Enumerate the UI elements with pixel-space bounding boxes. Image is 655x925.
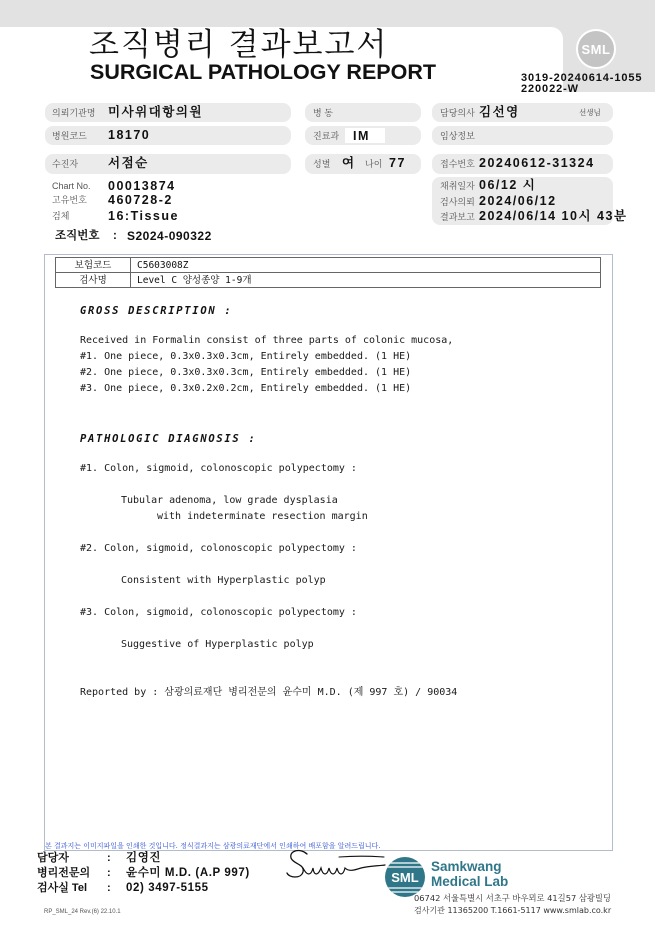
- document-id-suffix: 220022-W: [521, 83, 579, 95]
- gross-line: #1. One piece, 0.3x0.3x0.3cm, Entirely embedded. (1 HE): [80, 351, 412, 362]
- lab-tel-value: 02) 3497-5155: [126, 882, 209, 894]
- samkwang-lab-logo-icon: [384, 856, 426, 898]
- lab-logo-text: SML: [391, 870, 419, 885]
- report-title-korean: 조직병리 결과보고서: [89, 27, 389, 63]
- insurance-code-label: 보험코드: [56, 258, 131, 273]
- diagnosis-site: #3. Colon, sigmoid, colonoscopic polypectomy :: [80, 607, 357, 618]
- report-title-english: SURGICAL PATHOLOGY REPORT: [90, 60, 437, 84]
- sex-label: 성별: [313, 159, 331, 169]
- report-date-label: 결과보고: [440, 212, 475, 222]
- staff-value: 김영진: [126, 852, 162, 864]
- chart-no-value: 00013874: [108, 179, 176, 193]
- tissue-no-value: S2024-090322: [127, 229, 212, 243]
- receipt-no-label: 접수번호: [440, 159, 475, 169]
- request-date-value: 2024/06/12: [479, 194, 557, 208]
- ward-label: 병 동: [313, 108, 333, 118]
- table-row: [56, 273, 601, 288]
- doctor-suffix: 선생님: [579, 108, 601, 117]
- print-notice: 본 결과지는 이미지파일을 인쇄한 것입니다. 정식결과지는 삼광의료재단에서 인쇄하여 배포함을 알려드립니다.: [45, 842, 381, 850]
- lab-tel-separator: :: [107, 882, 111, 894]
- reported-by: Reported by : 삼광의료재단 병리전문의 윤수미 M.D. (제 997 호) / 90034: [80, 687, 458, 698]
- pathologist-value: 윤수미 M.D. (A.P 997): [126, 867, 250, 879]
- gross-line: #2. One piece, 0.3x0.3x0.3cm, Entirely embedded. (1 HE): [80, 367, 412, 378]
- sml-logo-icon: [576, 29, 616, 69]
- diagnosis-finding: Tubular adenoma, low grade dysplasia: [121, 495, 338, 506]
- lab-address: 06742 서울특별시 서초구 바우뫼로 41길57 삼광빌딩: [414, 893, 611, 903]
- sex-value: 여: [342, 156, 356, 170]
- insurance-table: [55, 257, 601, 288]
- diagnosis-site: #1. Colon, sigmoid, colonoscopic polypectomy :: [80, 463, 357, 474]
- pathologist-signature: [283, 846, 389, 882]
- gross-description-heading: GROSS DESCRIPTION :: [80, 305, 233, 317]
- hospital-code-value: 18170: [108, 128, 151, 142]
- clinical-info-label: 임상정보: [440, 131, 475, 141]
- lab-registry: 검사기관 11365200 T.1661-5117 www.smlab.co.kr: [414, 906, 612, 915]
- lab-name-line-1: Samkwang: [431, 859, 502, 874]
- age-label: 나이: [365, 159, 383, 169]
- document-id: 3019-20240614-1055: [521, 72, 643, 84]
- lab-name-line-2: Medical Lab: [431, 874, 509, 889]
- department-label: 진료과: [313, 131, 340, 141]
- age-value: 77: [389, 156, 406, 170]
- report-date-value: 2024/06/14 10시 43분: [479, 209, 628, 223]
- collection-date-value: 06/12 시: [479, 178, 537, 192]
- specimen-value: 16:Tissue: [108, 209, 179, 223]
- info-band: [45, 154, 291, 174]
- request-date-label: 검사의뢰: [440, 197, 475, 207]
- specimen-label: 검체: [52, 211, 70, 221]
- sml-logo-text: SML: [581, 41, 611, 57]
- pathologist-separator: :: [107, 867, 111, 879]
- patient-value: 서점순: [108, 156, 149, 170]
- doctor-value: 김선영: [479, 105, 520, 119]
- unique-no-label: 고유번호: [52, 195, 87, 205]
- hospital-code-label: 병원코드: [52, 131, 87, 141]
- patient-label: 수진자: [52, 159, 79, 169]
- tissue-no-label: 조직번호: [55, 230, 100, 242]
- department-value: IM: [353, 129, 370, 143]
- diagnosis-finding: Suggestive of Hyperplastic polyp: [121, 639, 314, 650]
- insurance-code-value: C5603008Z: [131, 258, 601, 273]
- receipt-no-value: 20240612-31324: [479, 156, 595, 170]
- staff-label: 담당자: [37, 852, 69, 864]
- unique-no-value: 460728-2: [108, 193, 173, 207]
- collection-date-label: 채취일자: [440, 181, 475, 191]
- pathologic-diagnosis-heading: PATHOLOGIC DIAGNOSIS :: [80, 433, 257, 445]
- institution-value: 미사위대항의원: [108, 105, 204, 119]
- tissue-no-separator: :: [113, 230, 117, 242]
- institution-label: 의뢰기관명: [52, 108, 96, 118]
- diagnosis-finding: with indeterminate resection margin: [157, 511, 368, 522]
- chart-no-label: Chart No.: [52, 181, 91, 191]
- test-name-label: 검사명: [56, 273, 131, 288]
- test-name-value: Level C 양성종양 1-9개: [131, 273, 601, 288]
- table-row: [56, 258, 601, 273]
- lab-tel-label: 검사실 Tel: [37, 882, 88, 894]
- doctor-label: 담당의사: [440, 108, 475, 118]
- staff-separator: :: [107, 852, 111, 864]
- diagnosis-finding: Consistent with Hyperplastic polyp: [121, 575, 326, 586]
- form-code: RP_SML_24 Rev.(6) 22.10.1: [44, 909, 121, 915]
- pathologist-label: 병리전문의: [37, 867, 91, 879]
- gross-line: #3. One piece, 0.3x0.2x0.2cm, Entirely embedded. (1 HE): [80, 383, 412, 394]
- gross-line: Received in Formalin consist of three parts of colonic mucosa,: [80, 335, 454, 346]
- diagnosis-site: #2. Colon, sigmoid, colonoscopic polypectomy :: [80, 543, 357, 554]
